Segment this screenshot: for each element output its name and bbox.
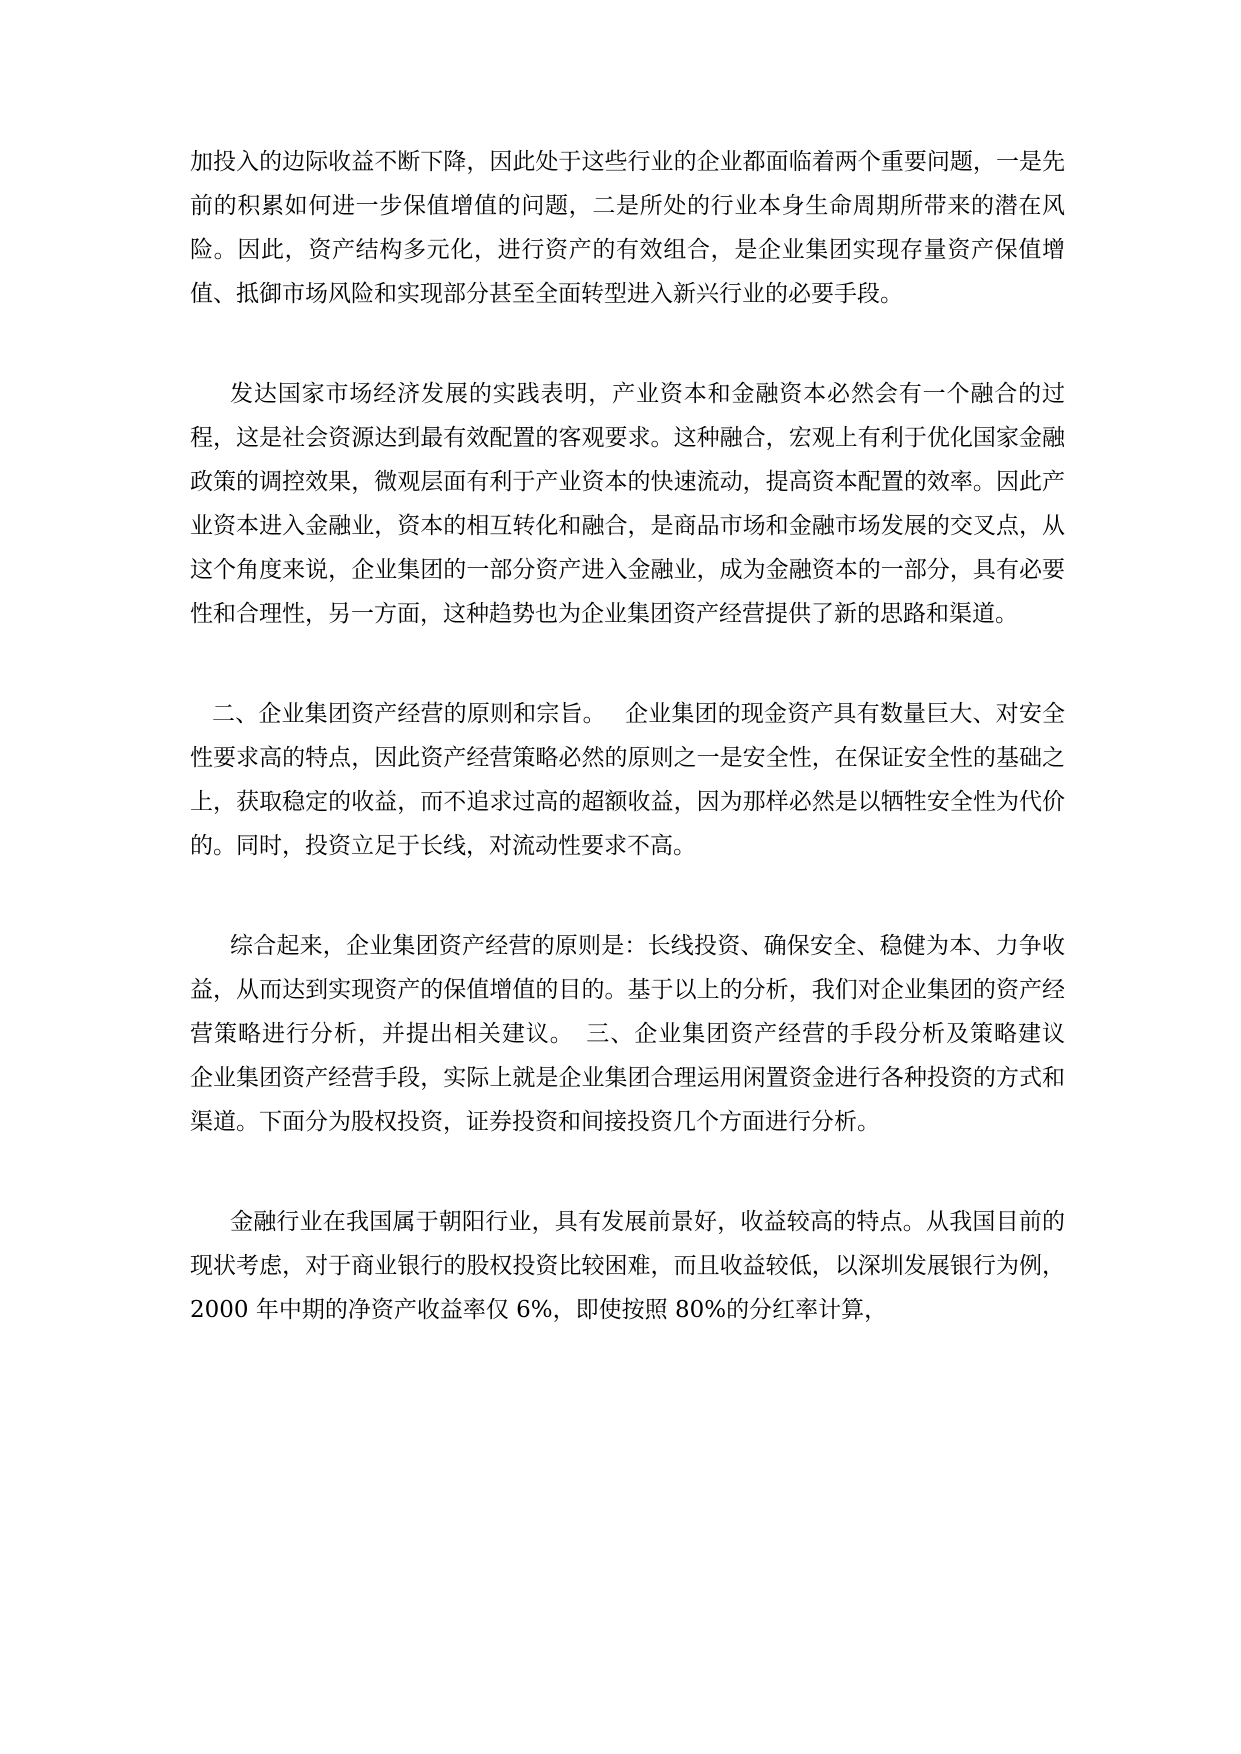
paragraph-1: 加投入的边际收益不断下降，因此处于这些行业的企业都面临着两个重要问题，一是先前的积累如何进一步保值增值的问题，二是所处的行业本身生命周期所带来的潜在风险。因此，资产结构多元化，进行资产的有效组合，是企业集团实现存量资产保值增值、抵御市场风险和实现部分甚至全面转型进入新兴行业的必要手段。 bbox=[190, 149, 1065, 307]
document-body bbox=[190, 140, 1088, 1388]
paragraph-4: 综合起来，企业集团资产经营的原则是：长线投资、确保安全、稳健为本、力争收益，从而达到实现资产的保值增值的目的。基于以上的分析，我们对企业集团的资产经营策略进行分析，并提出相关建议。 三、企业集团资产经营的手段分析及策略建议 企业集团资产经营手段，实际上就是企业集团合理运用闲置资金进行各种投资的方式和渠道。下面分为股权投资，证券投资和间接投资几个方面进行分析。 bbox=[190, 933, 1088, 1135]
paragraph-3: 二、企业集团资产经营的原则和宗旨。 企业集团的现金资产具有数量巨大、对安全性要求高的特点，因此资产经营策略必然的原则之一是安全性，在保证安全性的基础之上，获取稳定的收益，而不追求过高的超额收益，因为那样必然是以牺牲安全性为代价的。同时，投资立足于长线，对流动性要求不高。 bbox=[190, 701, 1065, 859]
paragraph-5: 金融行业在我国属于朝阳行业，具有发展前景好，收益较高的特点。从我国目前的现状考虑，对于商业银行的股权投资比较困难，而且收益较低，以深圳发展银行为例，2000 年中期的净资产收益率仅 6%，即使按照 80%的分红率计算， bbox=[190, 1209, 1065, 1323]
paragraph-2: 发达国家市场经济发展的实践表明，产业资本和金融资本必然会有一个融合的过程，这是社会资源达到最有效配置的客观要求。这种融合，宏观上有利于优化国家金融政策的调控效果，微观层面有利于产业资本的快速流动，提高资本配置的效率。因此产业资本进入金融业，资本的相互转化和融合，是商品市场和金融市场发展的交叉点，从这个角度来说，企业集团的一部分资产进入金融业，成为金融资本的一部分，具有必要性和合理性，另一方面，这种趋势也为企业集团资产经营提供了新的思路和渠道。 bbox=[190, 381, 1065, 627]
